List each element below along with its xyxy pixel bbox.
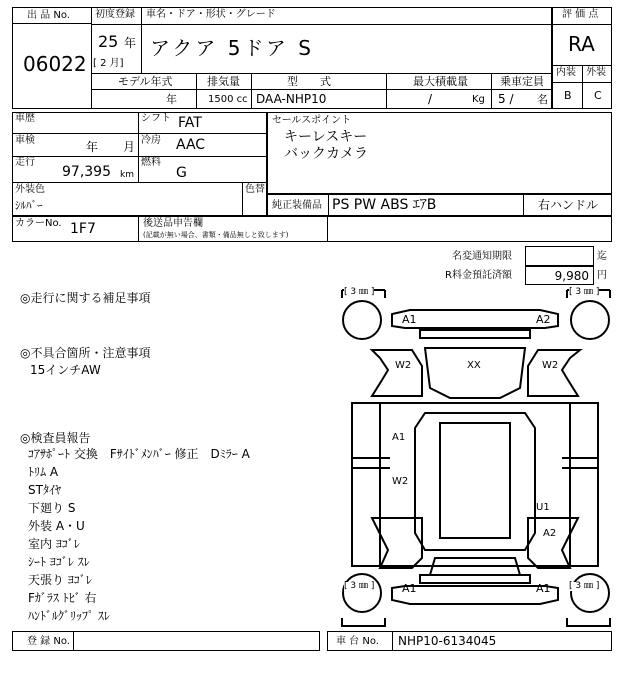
- right-rear-quarter-mark: A2: [543, 528, 557, 539]
- hood-mark-right: W2: [542, 360, 559, 371]
- inspector-label: ◎検査員報告: [20, 431, 91, 445]
- model-year-label: モデル年式: [118, 75, 173, 88]
- front-bumper-mark-left: A1: [402, 313, 417, 326]
- driving-notes-label: ◎走行に関する補足事項: [20, 291, 151, 305]
- inspector-line-7: ｼｰﾄ ﾖｺﾞﾚ ｽﾚ: [28, 555, 90, 569]
- lot-no-label: 出 品 No.: [27, 10, 70, 21]
- max-load-unit: Kg: [472, 94, 485, 105]
- hood-mark-left: W2: [395, 360, 412, 371]
- capacity-value: 5 /: [498, 92, 514, 106]
- reg-month: [ 2 月]: [93, 58, 124, 69]
- rear-bumper-mark-left: A1: [402, 582, 417, 595]
- fuel-label: 燃料: [141, 157, 161, 168]
- front-bumper-mark-right: A2: [536, 313, 551, 326]
- rear-bumper-mark-right: A1: [536, 582, 551, 595]
- recycle-value: 9,980: [554, 269, 589, 283]
- max-load-value: /: [428, 92, 433, 106]
- displacement-value: 1500 cc: [208, 94, 248, 105]
- recycle-box: [525, 266, 594, 285]
- name-change-box: [525, 246, 594, 266]
- model-label: 型 式: [287, 75, 331, 88]
- defects-label: ◎不具合箇所・注意事項: [20, 346, 151, 360]
- first-reg-label: 初度登録: [95, 9, 135, 20]
- right-rear-door-mark: U1: [536, 502, 550, 513]
- reg-year: 25: [98, 32, 119, 51]
- inspector-line-8: 天張り ﾖｺﾞﾚ: [28, 573, 92, 587]
- tire-depth-bl: [ 3 ㎜ ]: [344, 581, 375, 591]
- chassis-label: 車 台 No.: [336, 636, 379, 647]
- reg-year-unit: 年: [124, 36, 137, 50]
- sales-point-2: バックカメラ: [284, 146, 368, 162]
- vehicle-label: 車名・ドア・形状・グレード: [146, 9, 276, 20]
- name-change-unit: 迄: [597, 251, 607, 262]
- inspector-line-1: ｺｱｻﾎﾟｰﾄ 交換 Fｻｲﾄﾞﾒﾝﾊﾞｰ 修正 Dﾐﾗｰ A: [28, 447, 250, 461]
- inspector-line-6: 室内 ﾖｺﾞﾚ: [28, 537, 80, 551]
- history-label: 車歴: [15, 113, 35, 124]
- chassis-value: NHP10-6134045: [398, 634, 497, 648]
- capacity-unit: 名: [537, 93, 548, 106]
- post-delivery-note: (記載が無い場合、書類・備品無しと致します): [143, 231, 289, 239]
- damage-diagram: [340, 288, 612, 628]
- lot-no-label-box: [12, 7, 92, 24]
- shift-value: FAT: [178, 115, 202, 131]
- inspection-year: 年: [86, 140, 99, 154]
- inspector-line-3: STﾀｲﾔ: [28, 483, 61, 497]
- interior-grade: B: [564, 89, 572, 102]
- recycle-unit: 円: [597, 270, 607, 281]
- sales-points-label: セールスポイント: [272, 115, 352, 126]
- rating-label: 評 価 点: [562, 9, 599, 20]
- lot-no: 06022: [23, 52, 87, 76]
- vehicle-name: アクア 5ドア S: [150, 36, 314, 60]
- defects-text: 15インチAW: [30, 363, 101, 377]
- handle-value: 右ハンドル: [538, 198, 599, 212]
- exterior-label: 外装: [586, 67, 606, 78]
- inspector-line-2: ﾄﾘﾑ A: [28, 465, 59, 479]
- reg-no-box: [12, 631, 320, 651]
- exterior-grade: C: [594, 89, 602, 102]
- color-row-box: [12, 216, 612, 242]
- inspection-label: 車検: [15, 135, 35, 146]
- model-value: DAA-NHP10: [256, 92, 327, 106]
- hood-mark-center: XX: [467, 360, 481, 371]
- inspector-line-9: Fｶﾞﾗｽ ﾄﾋﾞ 右: [28, 591, 97, 605]
- displacement-label: 排気量: [207, 75, 240, 88]
- rating-value: RA: [568, 32, 595, 56]
- left-front-door-mark: A1: [392, 432, 406, 443]
- left-rear-door-mark: W2: [392, 476, 409, 487]
- car-outline-svg: [340, 288, 612, 628]
- inspector-line-10: ﾊﾝﾄﾞﾙｸﾞﾘｯﾌﾟ ｽﾚ: [28, 609, 110, 623]
- color-no-value: 1F7: [70, 221, 96, 237]
- post-delivery-label: 後送品申告欄: [143, 218, 203, 229]
- mileage-unit: km: [120, 170, 134, 180]
- fuel-value: G: [176, 165, 187, 181]
- shift-label: シフト: [141, 113, 171, 124]
- name-change-label: 名変通知期限: [452, 251, 512, 262]
- equipment-box: [267, 194, 612, 216]
- inspector-line-5: 外装 A・U: [28, 519, 85, 533]
- exterior-color-label: 外装色: [15, 184, 45, 195]
- chassis-box: [327, 631, 612, 651]
- interior-label: 内装: [556, 67, 576, 78]
- sales-points-box: [267, 112, 612, 194]
- equipment-value: PS PW ABS ｴｱB: [332, 197, 437, 213]
- equipment-label: 純正装備品: [272, 200, 322, 211]
- tire-depth-br: [ 3 ㎜ ]: [569, 581, 600, 591]
- tire-depth-tl: [ 3 ㎜ ]: [344, 287, 375, 297]
- max-load-label: 最大積載量: [413, 75, 468, 88]
- reg-no-label: 登 録 No.: [27, 636, 70, 647]
- model-year-value: 年: [166, 93, 177, 106]
- capacity-label: 乗車定員: [500, 75, 544, 88]
- specs-box: [12, 112, 267, 216]
- mileage-value: 97,395: [62, 164, 111, 180]
- recycle-label: R料金預託済額: [445, 270, 512, 281]
- lot-no-box: [12, 23, 92, 109]
- tire-depth-tr: [ 3 ㎜ ]: [569, 287, 600, 297]
- inspection-month: 月: [123, 140, 136, 154]
- inspector-line-4: 下廻り S: [28, 501, 76, 515]
- ac-value: AAC: [176, 137, 206, 153]
- exterior-color-value: ｼﾙﾊﾞｰ: [15, 199, 43, 212]
- sales-point-1: キーレスキー: [284, 129, 368, 145]
- color-no-label: カラーNo.: [15, 218, 62, 229]
- color-change-label: 色替: [245, 184, 265, 195]
- ac-label: 冷房: [141, 135, 161, 146]
- mileage-label: 走行: [15, 157, 35, 168]
